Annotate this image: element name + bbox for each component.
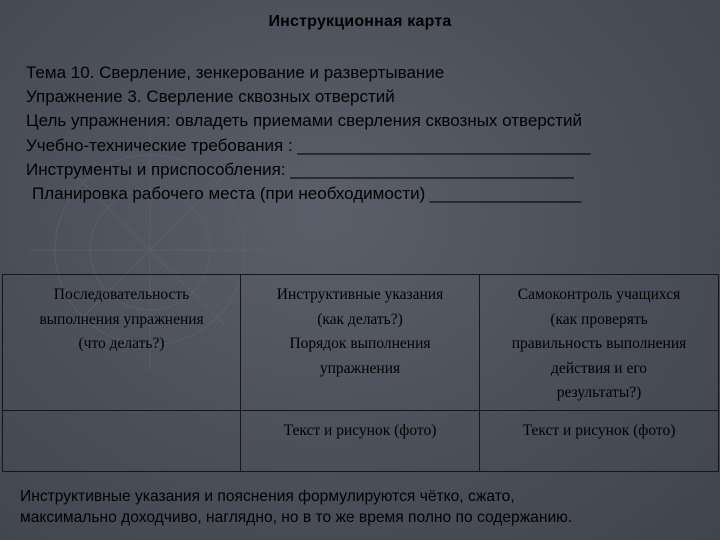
header-cell-sequence [3, 275, 241, 411]
body-cell-selfcheck: Текст и рисунок (фото) [480, 410, 719, 472]
cell-line: (как делать?) [317, 310, 403, 328]
body-cell-sequence [3, 410, 241, 472]
cell-line: (как проверять [550, 310, 648, 328]
cell-line: Последовательность [53, 286, 190, 303]
goal-line: Цель упражнения: овладеть приемами сверления сквозных отверстий [26, 111, 583, 131]
instruction-table [2, 274, 719, 472]
workplace-line: Планировка рабочего места (при необходимости) ________________ [32, 184, 582, 204]
footer-note [20, 486, 710, 528]
topic-line: Тема 10. Сверление, зенкерование и развертывание [26, 63, 445, 82]
requirements-line: Учебно-технические требования : _______________________________ [26, 135, 591, 155]
exercise-line: Упражнение 3. Сверление сквозных отверстий [26, 87, 395, 107]
table-row [3, 410, 719, 472]
cell-line: (что делать?) [78, 335, 165, 352]
cell-line: упражнения [319, 359, 401, 377]
tools-line: Инструменты и приспособления: ______________________________ [26, 159, 574, 179]
body-cell-instructions: Текст и рисунок (фото) [241, 410, 480, 472]
cell-line: Инструктивные указания [276, 286, 444, 303]
footer-line: Инструктивные указания и пояснения формулируются чётко, сжато, [20, 488, 515, 505]
cell-line: Порядок выполнения [289, 335, 431, 352]
footer-line: максимально доходчиво, наглядно, но в то же время полно по содержанию. [20, 509, 573, 526]
header-cell-selfcheck [480, 275, 719, 411]
cell-line: действия и его [550, 359, 648, 377]
cell-line: результаты?) [556, 384, 642, 401]
cell-line: правильность выполнения [511, 335, 687, 352]
cell-line: выполнения упражнения [39, 310, 204, 328]
header-cell-instructions [241, 275, 480, 411]
table-row [3, 275, 719, 411]
intro-block [26, 61, 706, 206]
page-title: Инструкционная карта [268, 13, 452, 30]
cell-line: Самоконтроль учащихся [517, 286, 681, 303]
